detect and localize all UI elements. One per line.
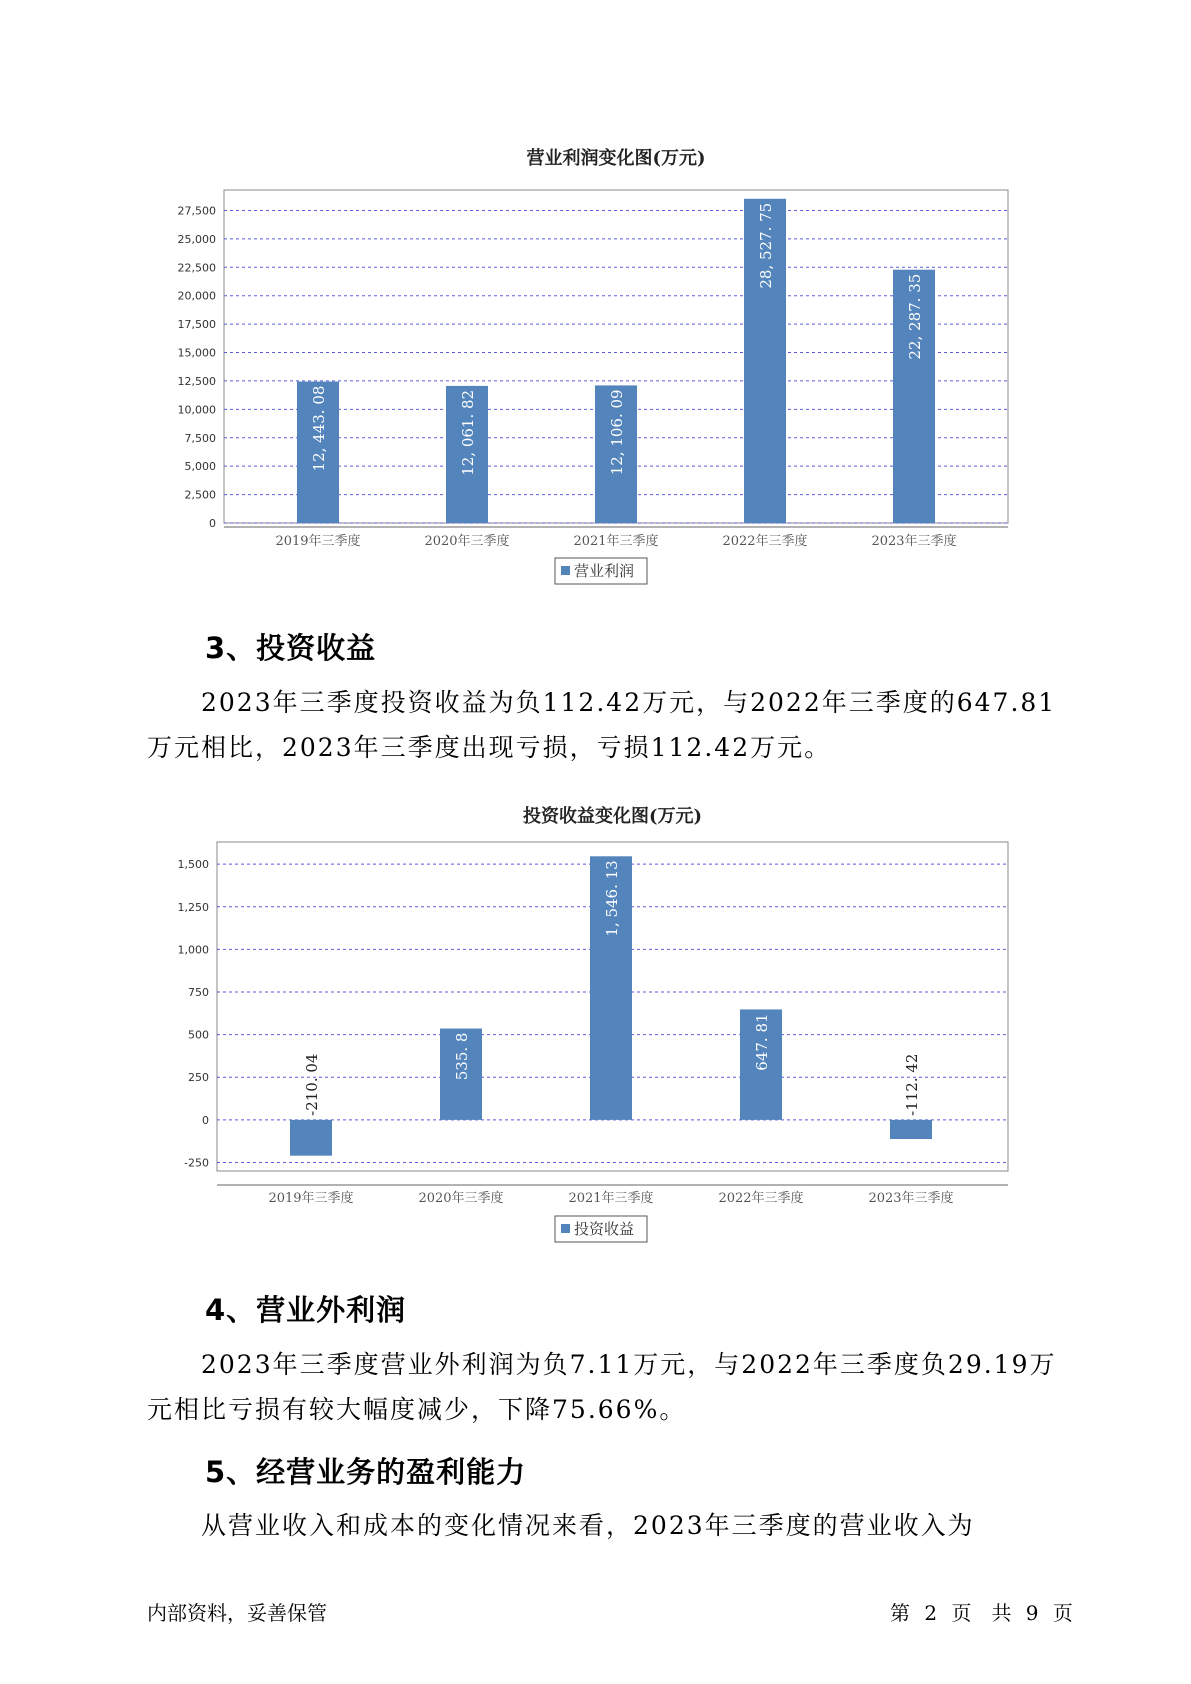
bar — [290, 1120, 332, 1156]
x-tick-label: 2022年三季度 — [718, 1191, 804, 1206]
y-tick-label: 22,500 — [177, 261, 216, 275]
y-tick-label: 25,000 — [177, 232, 216, 246]
legend-label: 投资收益 — [574, 1220, 635, 1238]
y-tick-label: 12,500 — [177, 374, 216, 388]
x-tick-label: 2019年三季度 — [268, 1191, 354, 1206]
data-label: -210. 04 — [303, 1053, 321, 1116]
x-tick-label: 2023年三季度 — [868, 1191, 954, 1206]
y-tick-label: -250 — [184, 1156, 209, 1170]
y-tick-label: 27,500 — [177, 204, 216, 218]
footer-confidential-note: 内部资料，妥善保管 — [147, 1601, 327, 1625]
y-tick-label: 0 — [209, 517, 216, 530]
data-label: 28, 527. 75 — [757, 202, 775, 289]
y-tick-label: 1,250 — [177, 900, 209, 914]
y-tick-label: 7,500 — [184, 431, 216, 445]
y-tick-label: 250 — [188, 1071, 209, 1085]
x-tick-label: 2022年三季度 — [722, 534, 808, 549]
data-label: 1, 546. 13 — [603, 860, 621, 937]
section-text-non-operating-profit: 2023年三季度营业外利润为负7.11万元，与2022年三季度负29.19万元相比亏损有较大幅度减少，下降75.66%。 — [147, 1350, 1057, 1424]
y-tick-label: 20,000 — [177, 289, 216, 303]
section-heading-investment-income: 3、投资收益 — [205, 631, 377, 665]
data-label: 12, 106. 09 — [608, 389, 626, 476]
bar — [890, 1120, 932, 1139]
y-tick-label: 15,000 — [177, 346, 216, 360]
x-tick-label: 2020年三季度 — [418, 1191, 504, 1206]
x-tick-label: 2020年三季度 — [424, 534, 510, 549]
x-tick-label: 2023年三季度 — [871, 534, 957, 549]
x-tick-label: 2019年三季度 — [275, 534, 361, 549]
y-tick-label: 1,000 — [177, 943, 209, 957]
y-tick-label: 10,000 — [177, 403, 216, 417]
data-label: -112. 42 — [903, 1053, 921, 1116]
y-tick-label: 1,500 — [177, 858, 209, 872]
data-label: 12, 443. 08 — [310, 385, 328, 472]
section-heading-non-operating-profit: 4、营业外利润 — [205, 1293, 407, 1327]
section-heading-profitability: 5、经营业务的盈利能力 — [205, 1455, 527, 1489]
y-tick-label: 750 — [188, 986, 209, 1000]
y-tick-label: 5,000 — [184, 460, 216, 474]
x-tick-label: 2021年三季度 — [568, 1191, 654, 1206]
y-tick-label: 0 — [202, 1113, 209, 1127]
y-tick-label: 17,500 — [177, 318, 216, 332]
y-tick-label: 500 — [188, 1028, 209, 1042]
data-label: 535. 8 — [453, 1032, 471, 1081]
footer-page-number: 第 2 页 共 9 页 — [890, 1601, 1073, 1625]
section-text-profitability: 从营业收入和成本的变化情况来看，2023年三季度的营业收入为 — [201, 1511, 975, 1540]
chart-title: 投资收益变化图(万元) — [522, 806, 703, 827]
chart-title: 营业利润变化图(万元) — [526, 148, 706, 169]
section-text-investment-income: 2023年三季度投资收益为负112.42万元，与2022年三季度的647.81万元相比，2023年三季度出现亏损，亏损112.42万元。 — [147, 688, 1057, 762]
legend-swatch — [561, 1224, 570, 1233]
x-tick-label: 2021年三季度 — [573, 534, 659, 549]
legend-label: 营业利润 — [574, 562, 635, 580]
data-label: 12, 061. 82 — [459, 389, 477, 476]
data-label: 22, 287. 35 — [906, 273, 924, 360]
data-label: 647. 81 — [753, 1013, 771, 1071]
y-tick-label: 2,500 — [184, 488, 216, 502]
